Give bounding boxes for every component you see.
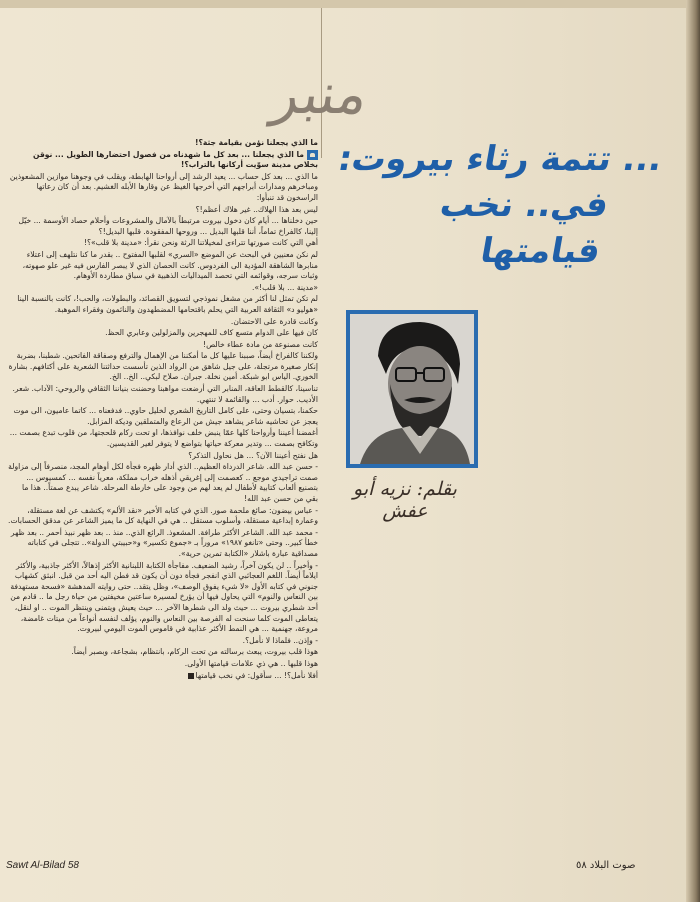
article-paragraph <box>8 406 318 427</box>
end-square-icon <box>188 673 194 679</box>
article-paragraph <box>8 250 318 282</box>
footer-page-label-en: Sawt Al-Bilad 58 <box>6 860 79 871</box>
article-paragraph <box>8 317 318 328</box>
paragraph-text: - محمد عبد الله. الشاعر الأكثر طرافة. المشعوذ. الرائع الذي.. منذ .. بعد ظهر نبيذ أحمر .. بعد ظهر خطأ كبير.. وحتى «تانغو ١٩٨٧» مروراً بـ «جموع تكسير» و«حبيبتي الدولة».. تتجلى في كتاباته مصداقية عبارة باشلار «الكتابة تمرين حرية». <box>10 527 318 558</box>
paragraph-text: وكانت قادرة على الاحتضان. <box>230 316 318 326</box>
article-paragraph <box>8 216 318 237</box>
article-title <box>332 136 666 274</box>
footer-page-label-ar: صوت البلاد ٥٨ <box>576 860 636 871</box>
paragraph-text: حين دخلناها ... أيام كان دخول بيروت مرتبطاً بالآمال والمشروعات وأحلام حصاد الأوسمة ... خيّل إلينا، كالفراخ تماماً، أننا قلبها البديل ... وروحها المفقودة. قلبها البديل!؟ <box>18 216 318 236</box>
article-paragraph <box>8 294 318 315</box>
article-paragraph <box>8 172 318 204</box>
paragraph-text: كانت مصنوعة من مادة عطاء خالص! <box>203 339 318 349</box>
paragraph-text: أغمضنا أعيننا وأرواحنا كلها عمّا ينبض خلف نوافذها، او تحت ركام قلحجتها، من قلوب تبدع بصمت ... وتكافح بصمت ... وتدير معركة حياتها بتواضع لا يتوفر لغير القديسين. <box>9 428 318 449</box>
paragraph-text: هوذا قلب بيروت، يبعث برسالته من تحت الركام، بانتظام، بشجاعة، وبصبر أيضاً. <box>71 647 318 657</box>
article-paragraph <box>8 561 318 635</box>
article-paragraph <box>8 528 318 560</box>
paragraph-text: هل نفتح أعيننا الآن؟ ... هل نحاول التذكر؟ <box>188 450 318 460</box>
article-paragraph <box>8 428 318 449</box>
paragraph-text: ولكننا كالفراخ أيضاً، صببنا عليها كل ما أمكننا من الإهمال والترفع وصفاقة الفاتحين. شطبنا، بضربة إنكار صغيرة مرتجلة، على جيل شاهق من الرواد الذين تأسست حداثتنا الشعرية على أكتافهم. بشارة الخوري. الياس ابو شبكة. أمين نخلة. جبران. صلاح لبكي.. الخ.. الخ. <box>8 351 318 382</box>
page-binding-shadow <box>686 0 700 902</box>
title-line-1: ... تتمة رثاء بيروت: <box>334 139 666 179</box>
section-heading: منبر <box>268 62 372 127</box>
paragraph-text: - وإذن.. فلماذا لا نأمل؟. <box>242 635 318 645</box>
article-paragraph <box>8 351 318 383</box>
paragraph-text: ما الذي يجعلنا ... بعد كل ما شهدناه من فصول احتضارها الطويل ... نوقن بخلاص مدينة سوّيت أركانها بالتراب؟! <box>32 149 318 170</box>
paragraph-text: أهي التي كانت صورتها تتراءى لمخيلاتنا الرثة ونحن نقرأ: «مدينة بلا قلب»؟! <box>83 238 318 248</box>
author-byline: بقلم: نزيه أبو عفش <box>353 478 457 522</box>
paragraph-text: - عباس بيضون: صائغ ملحمة صور. الذي في كتابه الأخير «نقد الألم» يكتشف عن لغة مستقلة، وعمارة إبداعية مستقلة، وأسلوب مستقل .. هي في النهاية كل ما يميز الشاعر عن مدقق الحسابات. <box>8 505 318 526</box>
article-body <box>8 138 318 682</box>
article-paragraph <box>8 283 318 294</box>
article-paragraph <box>8 659 318 670</box>
paragraph-text: - حسن عبد الله. شاعر الدرداة العظيم.. الذي أدار ظهره فجأة لكل أوهام المجد، منصرفاً إلى مزاولة صمت تراجيدي موجع .. كعصمت إلى إغريقي أذهله خراب مملكة، معرياً نفسه ... كمسيوس ... بتصنيع ألعاب كتابية لأطفال لم يعد لهم من وجود على خارطة المرحلة. شاعر يبدع صمتاً.. هذا ما بقي من حسن عبد الله! <box>8 462 318 503</box>
paragraph-text: كان فيها على الدوام متسع كاف للمهجرين والمزلولين وعابري الحظ. <box>105 328 318 338</box>
title-line-2: في.. نخب قيامتها <box>436 185 612 271</box>
paragraph-text: تناسينا، كالقطط العاقة، المنابر التي أرضعت مواهبنا وحضنت بنياننا الثقافي والروحي: الآداب. شعر. الأديب. حوار. أدب ... والقائمة لا تنتهي. <box>12 384 318 404</box>
paragraph-text: «مدينة ... بلا قلب!». <box>251 282 318 292</box>
article-paragraph <box>8 451 318 462</box>
paragraph-text: لم نكن معنيين في البحث عن الموضع «السري» لقلبها المفتوح .. بقدر ما كنا نتلهف إلى اعتلاء منابرها الشاهقة المؤدية الى الفردوس. كانت الحصان الذي لا يبصر الفارس فيه غير علو صهوته، وثبات سرجه، وقوائمه التي تحصد الميداليات الذهبية في سباق مطاردة الأوهام. <box>22 249 318 281</box>
article-paragraph <box>8 506 318 527</box>
paragraph-text: ما الذي يجعلنا نؤمن بقيامة جثة؟! <box>194 138 318 147</box>
paragraph-text: حكمنا، بتسيان وحتى، على كامل التاريخ الشعري لخليل حاوي.. فدفعناه ... كاتما عاميون، الى موت يعجز عن تحاشيه شاعر يشاهد جيش من الرعاع والمتملقين وديكة المزابل. <box>13 406 318 426</box>
article-paragraph <box>8 150 318 171</box>
page-top-edge <box>0 0 700 8</box>
article-paragraph <box>8 636 318 647</box>
paragraph-text: - وأخيراً .. لن يكون آخراً، رشيد الضعيف. مفاجأة الكتابة اللبنانية الأكثر إذهالاً، الأكثر جاذبية، والأكثر ايلاماً أيضاً. اللغم العجائبي الذي انفجر فجأة دون أن يكون قد فطن اليه أحد من قبل. انبثق كشهاب جنوني في كتابه الأول «لا شيء يفوق الوصف»، وظل يتقد.. حتى روايته المدهشة «فسحة مستهدفة بين النعاس والنوم» التي يحاول فيها أن يؤرخ لمسيرة ساعتين مخيفتين من حياة رجل ما .. قادم من أحد شطري بيروت ... حيث ولد الى شطرها الآخر ... حيث يعيش ويتمنى وينتظر الموت .. او لنقل، يتعاطى الموت كلما سنحت له الفرصة بين النعاس والنوم، يؤلف لنفسه أنواعاً من ميتات غامضة، مروعة، جهنمية ... هي النمط الأكثر عذابية في قاموس الموت اليومي لبيروت. <box>10 560 318 634</box>
article-paragraph <box>8 462 318 504</box>
article-paragraph <box>8 138 318 149</box>
article-paragraph <box>8 205 318 216</box>
article-paragraph <box>8 384 318 405</box>
paragraph-text: ما الذي ... بعد كل حساب ... يعيد الرشد إلى أرواحنا الهابطة، ويقلب في وجوهنا موازين المشعوذين ومباخرهم ومدارات أبراجهم التي أخرجها الغيظ عن وقارها الأبله الغشيم. بعد أن كان رعاتها الراسخون قد تنبأوا: <box>9 171 318 202</box>
paragraph-text: ليس بعد هذا الهلاك.. غير هلاك أعظم!؟ <box>195 204 318 214</box>
paragraph-text: لم تكن تمثل لنا أكثر من مشغل نموذجي لتسويق القصائد، والبطولات، والحب!، كانت بالنسبة الينا «هوليو د» الثقافة العربية التي يحلم باقتحامها المضطهدون والنائمون وفقراء الموهبة. <box>17 294 318 314</box>
author-photo <box>346 310 478 468</box>
article-paragraph <box>8 340 318 351</box>
blue-marker-icon <box>307 150 318 160</box>
paragraph-text: هوذا قلبها .. هي ذي علامات قيامتها الأولى. <box>184 658 318 668</box>
author-portrait-image <box>350 314 474 464</box>
article-paragraph <box>8 328 318 339</box>
paragraph-text: أفلا نأمل؟! ... سأقول: في نخب قيامتها <box>195 670 318 680</box>
article-paragraph <box>8 671 318 682</box>
article-paragraph <box>8 647 318 658</box>
article-paragraph <box>8 238 318 249</box>
